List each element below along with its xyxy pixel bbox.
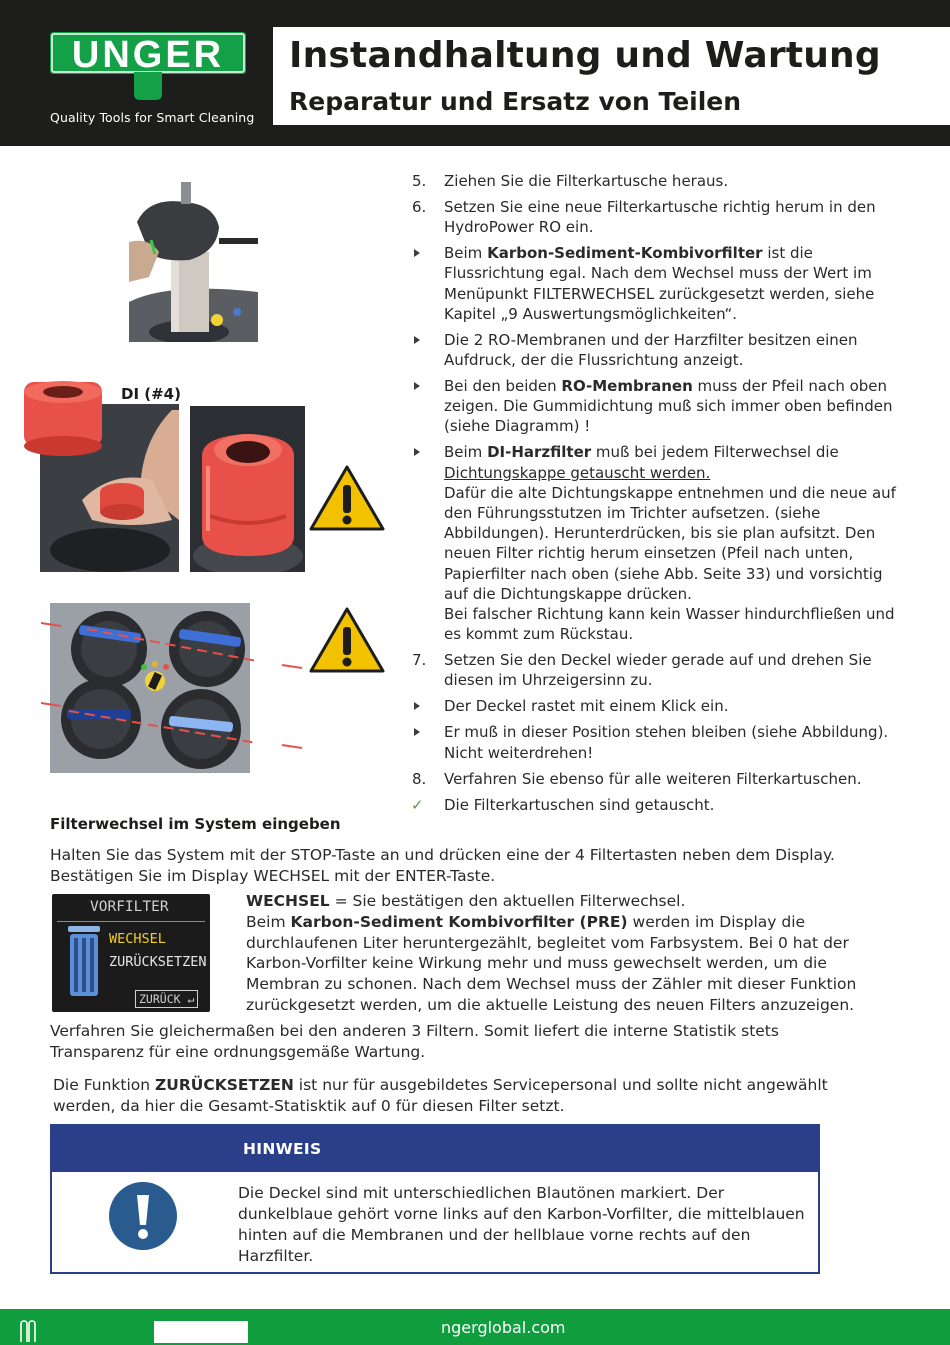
display-divider [57, 921, 205, 922]
hinweis-header [52, 1126, 818, 1172]
step-text [444, 331, 858, 369]
step-text [444, 697, 728, 715]
display-screenshot [52, 894, 210, 1012]
step-text [444, 796, 714, 814]
text-run: ist die Flussrichtung egal. Nach dem Wechsel muss der Wert im Menüpunkt FILTERWECHSEL zurückgesetzt werden, siehe Kapitel „9 Auswertungsmöglichkeiten“. [444, 244, 875, 323]
step-item [410, 696, 900, 716]
step-text [444, 244, 874, 323]
step-text [444, 198, 876, 236]
text-run: = Sie bestätigen den aktuellen Filterwechsel. [329, 892, 686, 910]
logo-tagline: Quality Tools for Smart Cleaning [50, 110, 255, 125]
hinweis-text: Die Deckel sind mit unterschiedlichen Blautönen markiert. Der dunkelblaue gehört vorne links auf den Karbon-Vorfilter, die mittelblauen hinten auf die Membranen und der hellblaue vorne rechts auf den Harzfilter. [238, 1184, 805, 1265]
step-item [410, 171, 900, 191]
svg-text:UNGER: UNGER [71, 34, 225, 76]
step-item [410, 722, 900, 762]
warning-icon [309, 465, 385, 531]
bold-term: RO-Membranen [561, 377, 693, 396]
step-number: 6. [412, 198, 427, 216]
steps-list [410, 171, 900, 821]
text-run: Die 2 RO-Membranen und der Harzfilter besitzen einen Aufdruck, der die Flussrichtung anzeigt. [444, 330, 858, 370]
step-item [410, 330, 900, 370]
unger-mark-icon [20, 1320, 36, 1342]
reset-note [53, 1075, 843, 1117]
wechsel-description [246, 891, 871, 1016]
filter-lids-top-view-photo [39, 601, 304, 776]
bullet-triangle-icon [414, 448, 420, 456]
bullet-triangle-icon [414, 249, 420, 257]
enter-icon: ↵ [187, 992, 195, 1006]
text-run: Die Filterkartuschen sind getauscht. [444, 795, 715, 814]
bullet-triangle-icon [414, 728, 420, 736]
hinweis-box [50, 1124, 820, 1274]
section-title: Filterwechsel im System eingeben [50, 815, 341, 833]
seal-cap-photo [22, 380, 179, 572]
bold-term: Karbon-Sediment Kombivorfilter (PRE) [290, 912, 628, 931]
unger-logo [50, 30, 248, 102]
step-item [410, 769, 900, 789]
step-item [410, 650, 900, 690]
step-item [410, 795, 900, 815]
text-run: Setzen Sie eine neue Filterkartusche richtig herum in den HydroPower RO ein. [444, 198, 876, 237]
footer-url: ngerglobal.com [441, 1318, 566, 1337]
checkmark-icon: ✓ [411, 795, 424, 814]
page-header [0, 0, 950, 146]
bullet-triangle-icon [414, 382, 420, 390]
page-title: Instandhaltung und Wartung [289, 35, 881, 76]
step-text [444, 723, 888, 761]
step-text [444, 377, 892, 435]
text-run: werden im Display die durchlaufenen Liter heruntergezählt, begleitet vom Farbsystem. Bei 0 hat der Karbon-Vorfilter keine Wirkung mehr und muss gewechselt werden, um die Membran zu schonen. Nach dem Wechsel muss der Zähler mit dieser Funktion zurückgesetzt werden, um die aktuelle Leistung des neuen Filters anzuzeigen. [246, 912, 857, 1014]
display-option-reset: ZURÜCKSETZEN [109, 954, 207, 970]
title-box [273, 27, 950, 125]
text-run: Setzen Sie den Deckel wieder gerade auf und drehen Sie diesen im Uhrzeigersinn zu. [444, 651, 872, 690]
hinweis-heading: HINWEIS [243, 1140, 322, 1158]
exclamation-icon [108, 1181, 178, 1255]
footer-white-block [154, 1321, 248, 1343]
step-item [410, 442, 900, 644]
seal-cap-closeup-photo [190, 406, 305, 572]
step-text [444, 443, 896, 643]
step-text [444, 770, 862, 788]
text-run: Bei den beiden [444, 377, 562, 396]
text-run: Verfahren Sie ebenso für alle weiteren Filterkartuschen. [444, 769, 862, 788]
page-footer [0, 1309, 950, 1345]
bullet-triangle-icon [414, 336, 420, 344]
intro-paragraph: Halten Sie das System mit der STOP-Taste an und drücken eine der 4 Filtertasten neben dem Display. Bestätigen Sie im Display WECHSEL mit der ENTER-Taste. [50, 846, 835, 885]
text-run: muß bei jedem Filterwechsel die [591, 443, 839, 462]
step-item [410, 197, 900, 237]
display-back-button: ZURÜCK ↵ [135, 990, 198, 1008]
text-run: Beim [444, 244, 488, 263]
text-run: Ziehen Sie die Filterkartusche heraus. [444, 172, 729, 190]
text-run: Beim [444, 443, 488, 462]
page-subtitle: Reparatur und Ersatz von Teilen [289, 87, 742, 116]
step-item [410, 243, 900, 324]
warning-icon [309, 607, 385, 673]
bullet-triangle-icon [414, 702, 420, 710]
step-item [410, 376, 900, 437]
filter-cartridge-icon [66, 926, 102, 998]
bold-term: WECHSEL [246, 892, 330, 910]
di-label: DI (#4) [121, 385, 181, 403]
text-run: Bei falscher Richtung kann kein Wasser hindurchfließen und es kommt zum Rückstau. [444, 605, 895, 644]
display-heading: VORFILTER [90, 899, 169, 915]
bold-term: Karbon-Sediment-Kombivorfilter [487, 244, 763, 263]
step-number: 5. [412, 172, 427, 190]
step-number: 8. [412, 769, 427, 788]
text-run: Der Deckel rastet mit einem Klick ein. [444, 697, 729, 716]
display-option-wechsel: WECHSEL [109, 931, 166, 947]
statistics-paragraph: Verfahren Sie gleichermaßen bei den anderen 3 Filtern. Somit liefert die interne Statistik stets Transparenz für eine ordnungsgemäße Wartung. [50, 1022, 779, 1061]
bold-term: DI-Harzfilter [487, 443, 592, 462]
step-number: 7. [412, 651, 427, 670]
text-run: Er muß in dieser Position stehen bleiben (siehe Abbildung). Nicht weiterdrehen! [444, 723, 889, 762]
text-run: Die Funktion [53, 1076, 156, 1094]
underlined-text: Dichtungskappe getauscht werden. [444, 463, 711, 482]
text-run: Dafür die alte Dichtungskappe entnehmen und die neue auf den Führungsstutzen im Trichter aufsetzen. (siehe Abbildungen). Herunterdrücken, bis sie plan aufsitzt. Den neuen Filter richtig herum einsetzen (Pfeil nach unten, Papierfilter nach oben (siehe Abb. Seite 33) und vorsichtig auf die Dichtungskappe drücken. [444, 483, 896, 603]
step-text [444, 172, 728, 190]
text-run: ist nur für ausgebildetes Servicepersonal und sollte nicht angewählt werden, da hier die Gesamt-Statisktik auf 0 für diesen Filter setzt. [53, 1076, 828, 1115]
text-run: Beim [246, 912, 291, 931]
bold-term: ZURÜCKSETZEN [155, 1076, 294, 1094]
step-text [444, 651, 872, 689]
filter-removal-photo [129, 182, 258, 342]
text-run: muss der Pfeil nach oben zeigen. Die Gummidichtung muß sich immer oben befinden (siehe Diagramm) ! [444, 377, 893, 436]
